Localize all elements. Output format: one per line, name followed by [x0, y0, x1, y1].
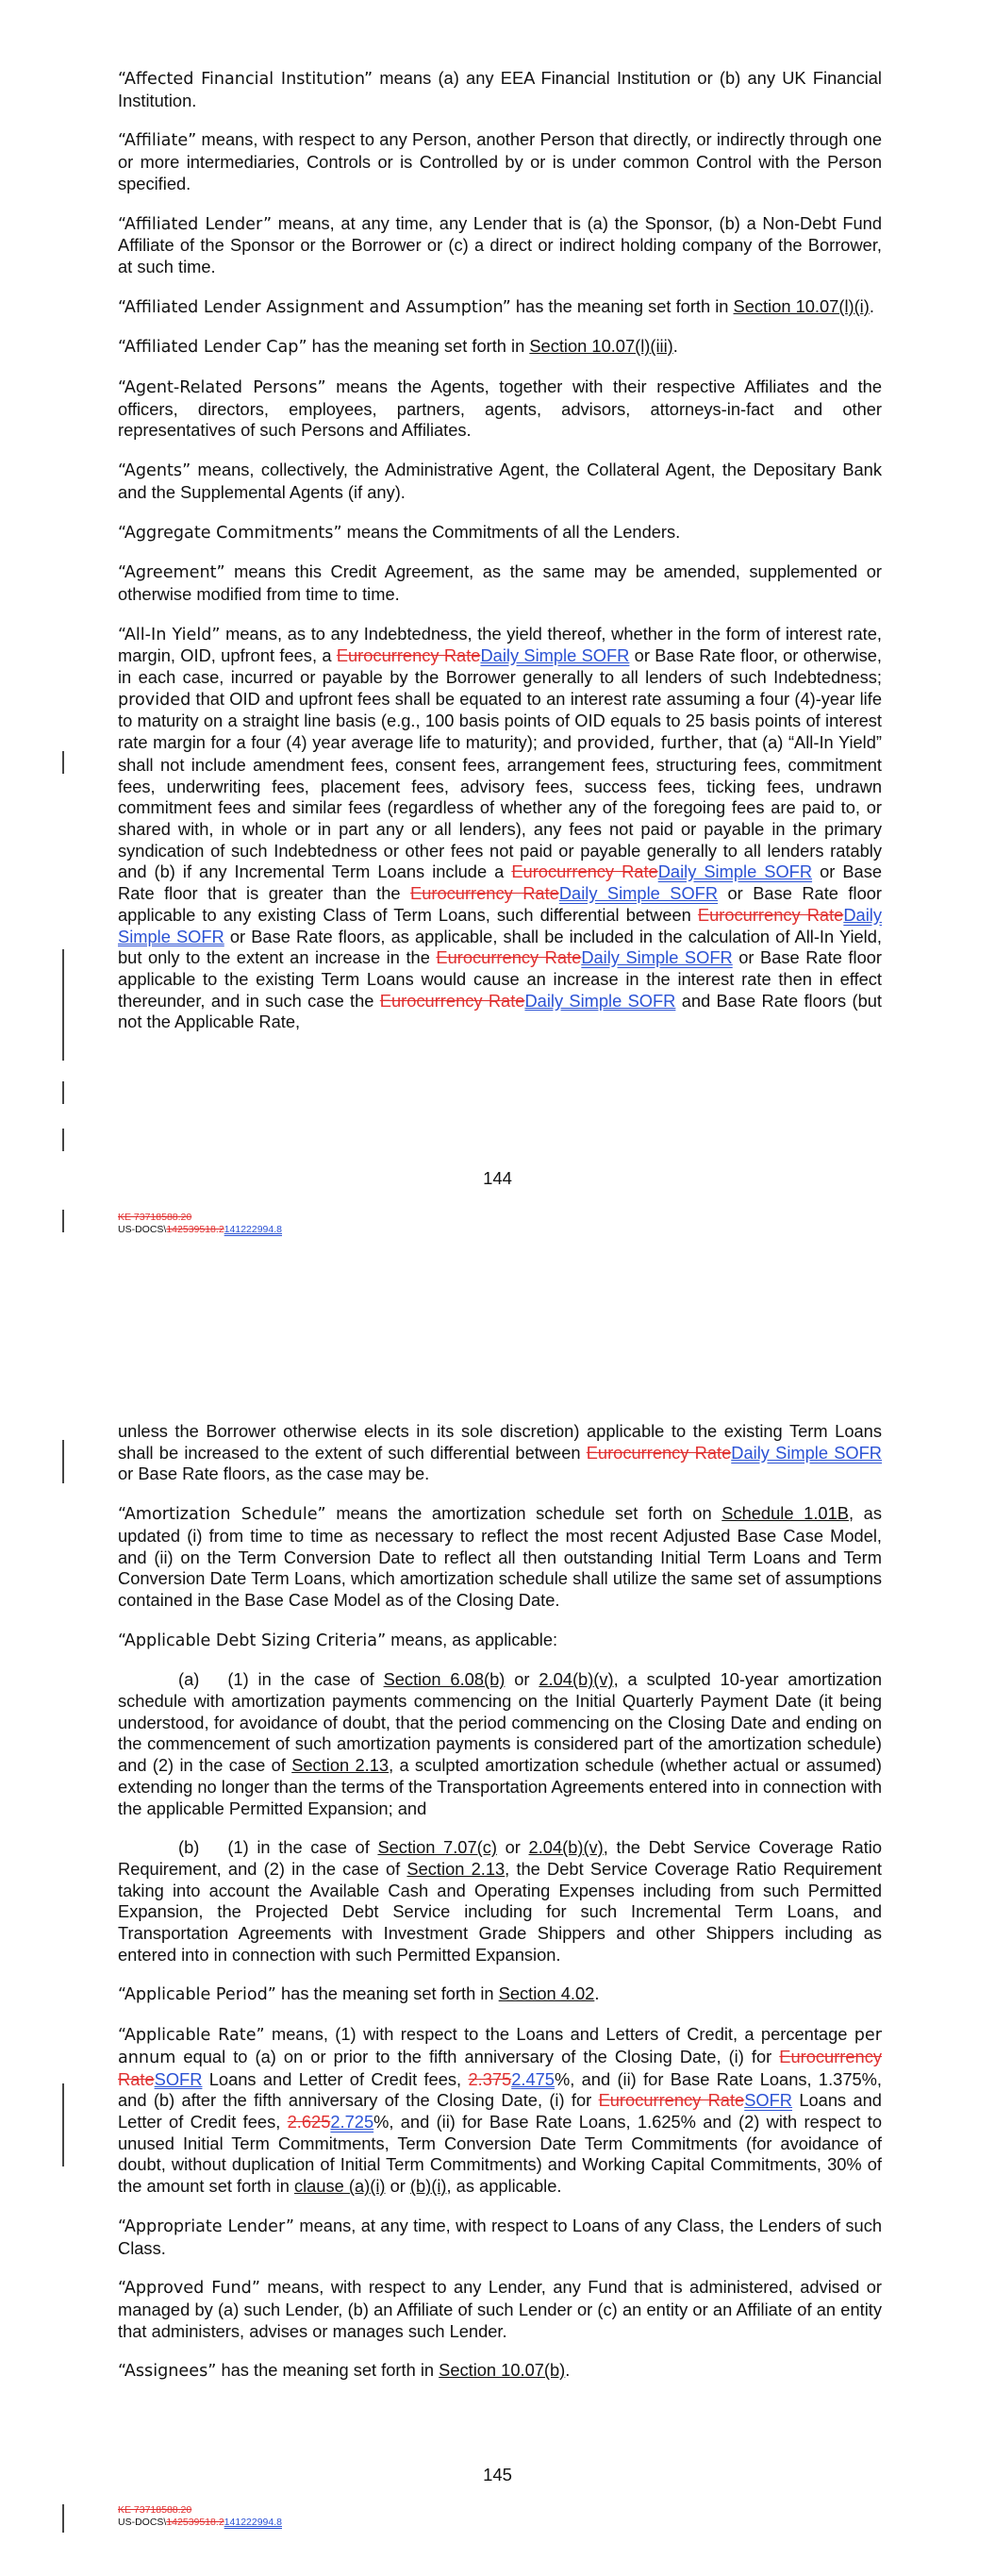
definition-affiliated-lender-assignment: “Affiliated Lender Assignment and Assumption” has the meaning set forth in Section 10.07(l)(i). [118, 295, 874, 317]
change-bar [62, 1081, 64, 1104]
page-number: 145 [483, 2465, 512, 2484]
definition-affiliated-lender-cap: “Affiliated Lender Cap” has the meaning set forth in Section 10.07(l)(iii). [118, 336, 678, 358]
section-reference[interactable]: Section 7.07(c) [377, 1837, 497, 1858]
inserted-rate: 2.725 [330, 2111, 374, 2132]
section-reference[interactable]: 2.04(b)(v) [539, 1669, 614, 1690]
deleted-rate: 2.375 [468, 2068, 512, 2089]
section-reference[interactable]: Section 2.13 [406, 1858, 506, 1879]
definition-affected-financial-institution: “Affected Financial Institution” means (a) any EEA Financial Institution or (b) any UK Financial Institution. [118, 68, 882, 110]
definition-agreement: “Agreement” means this Credit Agreement, as the same may be amended, supplemented or otherwise modified from time to time. [118, 561, 882, 604]
deleted-text: Eurocurrency Rate [598, 2090, 745, 2111]
clause-reference[interactable]: (b)(i) [409, 2176, 447, 2197]
definition-aggregate-commitments: “Aggregate Commitments” means the Commitments of all the Lenders. [118, 521, 681, 543]
inserted-text: Daily Simple SOFR [731, 1442, 882, 1463]
doc-footer [118, 2504, 282, 2529]
definition-applicable-period: “Applicable Period” has the meaning set forth in Section 4.02. [118, 1983, 600, 2005]
change-bar [62, 1440, 64, 1483]
change-bar [62, 1129, 64, 1151]
page-body [118, 68, 882, 1051]
section-reference[interactable]: Section 4.02 [498, 1983, 595, 2004]
deleted-text: Eurocurrency Rate [410, 883, 559, 904]
footer-docid: US-DOCS\142539518.2141222994.8 [118, 2517, 282, 2528]
inserted-text: Daily Simple SOFR [581, 947, 733, 968]
change-bar [62, 1210, 64, 1232]
clause-reference[interactable]: clause (a)(i) [293, 2176, 386, 2197]
criteria-clause-b: (b) (1) in the case of Section 7.07(c) or 2.04(b)(v), the Debt Service Coverage Ratio Requirement, and (2) in the case of Section 2.13, the Debt Service Coverage Ratio Requirement taking into account the Available Cash and Operating Expenses including from such Permitted Expansion, the Projected Debt Service including for such Incremental Term Loans, and Transportation Agreements with Investment Grade Shippers and other Shippers including as entered into in connection with such Permitted Expansion. [118, 1837, 883, 1965]
doc-footer [118, 1212, 282, 1236]
page-144 [0, 0, 995, 1264]
deleted-text: Eurocurrency Rate [118, 2046, 882, 2089]
continuation-paragraph: unless the Borrower otherwise elects in its sole discretion) applicable to the existing Term Loans shall be increased to the extent of such differential between Eurocurrency RateDaily Simple SOFR or Base Rate floors, as the case may be. [118, 1421, 882, 1484]
deleted-text: Eurocurrency Rate [586, 1442, 732, 1463]
deleted-text: Eurocurrency Rate [697, 904, 844, 925]
section-reference[interactable]: 2.04(b)(v) [528, 1837, 604, 1858]
definition-all-in-yield: “All-In Yield” means, as to any Indebtedness, the yield thereof, whether in the form of interest rate, margin, OID, upfront fees, a Eurocurrency RateDaily Simple SOFR or Base Rate floor, or otherwise, in each case, incurred or payable by the Borrower generally to all lenders of such Indebtedness; provided that OID and upfront fees shall be equated to an interest rate assuming a four (4)-year life to maturity on a straight line basis (e.g., 100 basis points of OID equals to 25 basis points of interest rate margin for a four (4) year average life to maturity); and provided, further, that (a) “All-In Yield” shall not include amendment fees, consent fees, arrangement fees, structuring fees, commitment fees, underwriting fees, placement fees, advisory fees, success fees, ticking fees, undrawn commitment fees and similar fees (regardless of whether any of the foregoing fees are paid to, or shared with, in whole or in part any or all lenders), any fees not paid or payable in the primary syndication of such Indebtedness or other fees not paid or payable generally to all lenders ratably and (b) if any Incremental Term Loans include a Eurocurrency RateDaily Simple SOFR or Base Rate floor that is greater than the Eurocurrency RateDaily Simple SOFR or Base Rate floor applicable to any existing Class of Term Loans, such differential between Eurocurrency RateDaily Simple SOFR or Base Rate floors, as applicable, shall be included in the calculation of All-In Yield, but only to the extent an increase in the Eurocurrency RateDaily Simple SOFR or Base Rate floor applicable to the existing Term Loans would cause an increase in the interest rate then in effect thereunder, and in such case the Eurocurrency RateDaily Simple SOFR and Base Rate floors (but not the Applicable Rate, [118, 623, 883, 1032]
definition-appropriate-lender: “Appropriate Lender” means, at any time, with respect to Loans of any Class, the Lenders of such Class. [118, 2215, 883, 2258]
page-body [118, 1421, 882, 2400]
footer-deleted-docid: KE 73718588.20 [118, 2504, 192, 2516]
section-reference[interactable]: Section 10.07(l)(iii) [529, 336, 673, 357]
definition-assignees: “Assignees” has the meaning set forth in Section 10.07(b). [118, 2360, 571, 2382]
page-number: 144 [483, 1168, 512, 1188]
page-145 [0, 1397, 995, 2576]
inserted-text: Daily Simple SOFR [657, 861, 813, 882]
deleted-text: Eurocurrency Rate [336, 645, 481, 666]
footer-docid: US-DOCS\142539518.2141222994.8 [118, 1224, 282, 1235]
deleted-text: Eurocurrency Rate [511, 861, 658, 882]
definition-agent-related-persons: “Agent-Related Persons” means the Agents, together with their respective Affiliates and the officers, directors, employees, partners, agents, advisors, attorneys-in-fact and other representatives of such Persons and Affiliates. [118, 376, 882, 441]
section-reference[interactable]: Section 10.07(l)(i) [733, 295, 870, 316]
definition-approved-fund: “Approved Fund” means, with respect to any Lender, any Fund that is administered, advised or managed by (a) such Lender, (b) an Affiliate of such Lender or (c) an entity or an Affiliate of an entity that administers, advises or manages such Lender. [118, 2277, 883, 2341]
definition-applicable-debt-sizing-criteria: “Applicable Debt Sizing Criteria” means, as applicable: [118, 1629, 558, 1650]
footer-deleted-docid: KE 73718588.20 [118, 1212, 192, 1223]
inserted-text: Daily Simple SOFR [480, 645, 630, 666]
section-reference[interactable]: Section 2.13 [291, 1755, 390, 1776]
section-reference[interactable]: Section 6.08(b) [383, 1669, 506, 1690]
deleted-rate: 2.625 [287, 2111, 331, 2132]
change-bar [62, 751, 64, 774]
schedule-reference[interactable]: Schedule 1.01B [721, 1503, 849, 1524]
criteria-clause-a: (a) (1) in the case of Section 6.08(b) or 2.04(b)(v), a sculpted 10-year amortization schedule with amortization payments commencing on the Initial Quarterly Payment Date (it being understood, for avoidance of doubt, that the period commencing on the Closing Date and ending on the commencement of such amortization payments is considered part of the amortization schedule) and (2) in the case of Section 2.13, a sculpted amortization schedule (whether actual or assumed) extending no longer than the terms of the Transportation Agreements entered into in connection with the applicable Permitted Expansion; and [118, 1669, 883, 1818]
definition-agents: “Agents” means, collectively, the Administrative Agent, the Collateral Agent, the Depositary Bank and the Supplemental Agents (if any). [118, 460, 882, 502]
inserted-text: Daily Simple SOFR [524, 990, 676, 1011]
definition-applicable-rate: “Applicable Rate” means, (1) with respect to the Loans and Letters of Credit, a percentage per annum equal to (a) on or prior to the fifth anniversary of the Closing Date, (i) for Eurocurrency RateSOFR Loans and Letter of Credit fees, 2.3752.475%, and (ii) for Base Rate Loans, 1.375%, and (b) after the fifth anniversary of the Closing Date, (i) for Eurocurrency RateSOFR Loans and Letter of Credit fees, 2.6252.725%, and (ii) for Base Rate Loans, 1.625% and (2) with respect to unused Initial Term Commitments, Term Conversion Date Term Commitments (for avoidance of doubt, without duplication of Initial Term Commitments) and Working Capital Commitments, 30% of the amount set forth in clause (a)(i) or (b)(i), as applicable. [118, 2024, 882, 2197]
inserted-rate: 2.475 [511, 2068, 555, 2089]
change-bar [62, 949, 64, 1061]
change-bar [62, 2504, 64, 2533]
inserted-text: Daily Simple SOFR [558, 883, 719, 904]
definition-affiliate: “Affiliate” means, with respect to any Person, another Person that directly, or indirectly through one or more intermediaries, Controls or is Controlled by or is under common Control with the Person specified. [118, 129, 882, 193]
inserted-text: SOFR [744, 2090, 793, 2111]
change-bar [62, 2083, 64, 2166]
deleted-text: Eurocurrency Rate [436, 947, 582, 968]
inserted-text: SOFR [154, 2068, 203, 2089]
section-reference[interactable]: Section 10.07(b) [439, 2360, 566, 2381]
deleted-text: Eurocurrency Rate [379, 990, 525, 1011]
definition-affiliated-lender: “Affiliated Lender” means, at any time, any Lender that is (a) the Sponsor, (b) a Non-Debt Fund Affiliate of the Sponsor or the Borrower or (c) a direct or indirect holding company of the Borrower, at such time. [118, 212, 883, 276]
definition-amortization-schedule: “Amortization Schedule” means the amortization schedule set forth on Schedule 1.01B, as updated (i) from time to time as necessary to reflect the most recent Adjusted Base Case Model, and (ii) on the Term Conversion Date to reflect all then outstanding Initial Term Loans and Term Conversion Date Term Loans, which amortization schedule shall utilize the same set of assumptions contained in the Base Case Model as of the Closing Date. [118, 1503, 882, 1610]
inserted-text: Daily Simple SOFR [118, 904, 882, 946]
